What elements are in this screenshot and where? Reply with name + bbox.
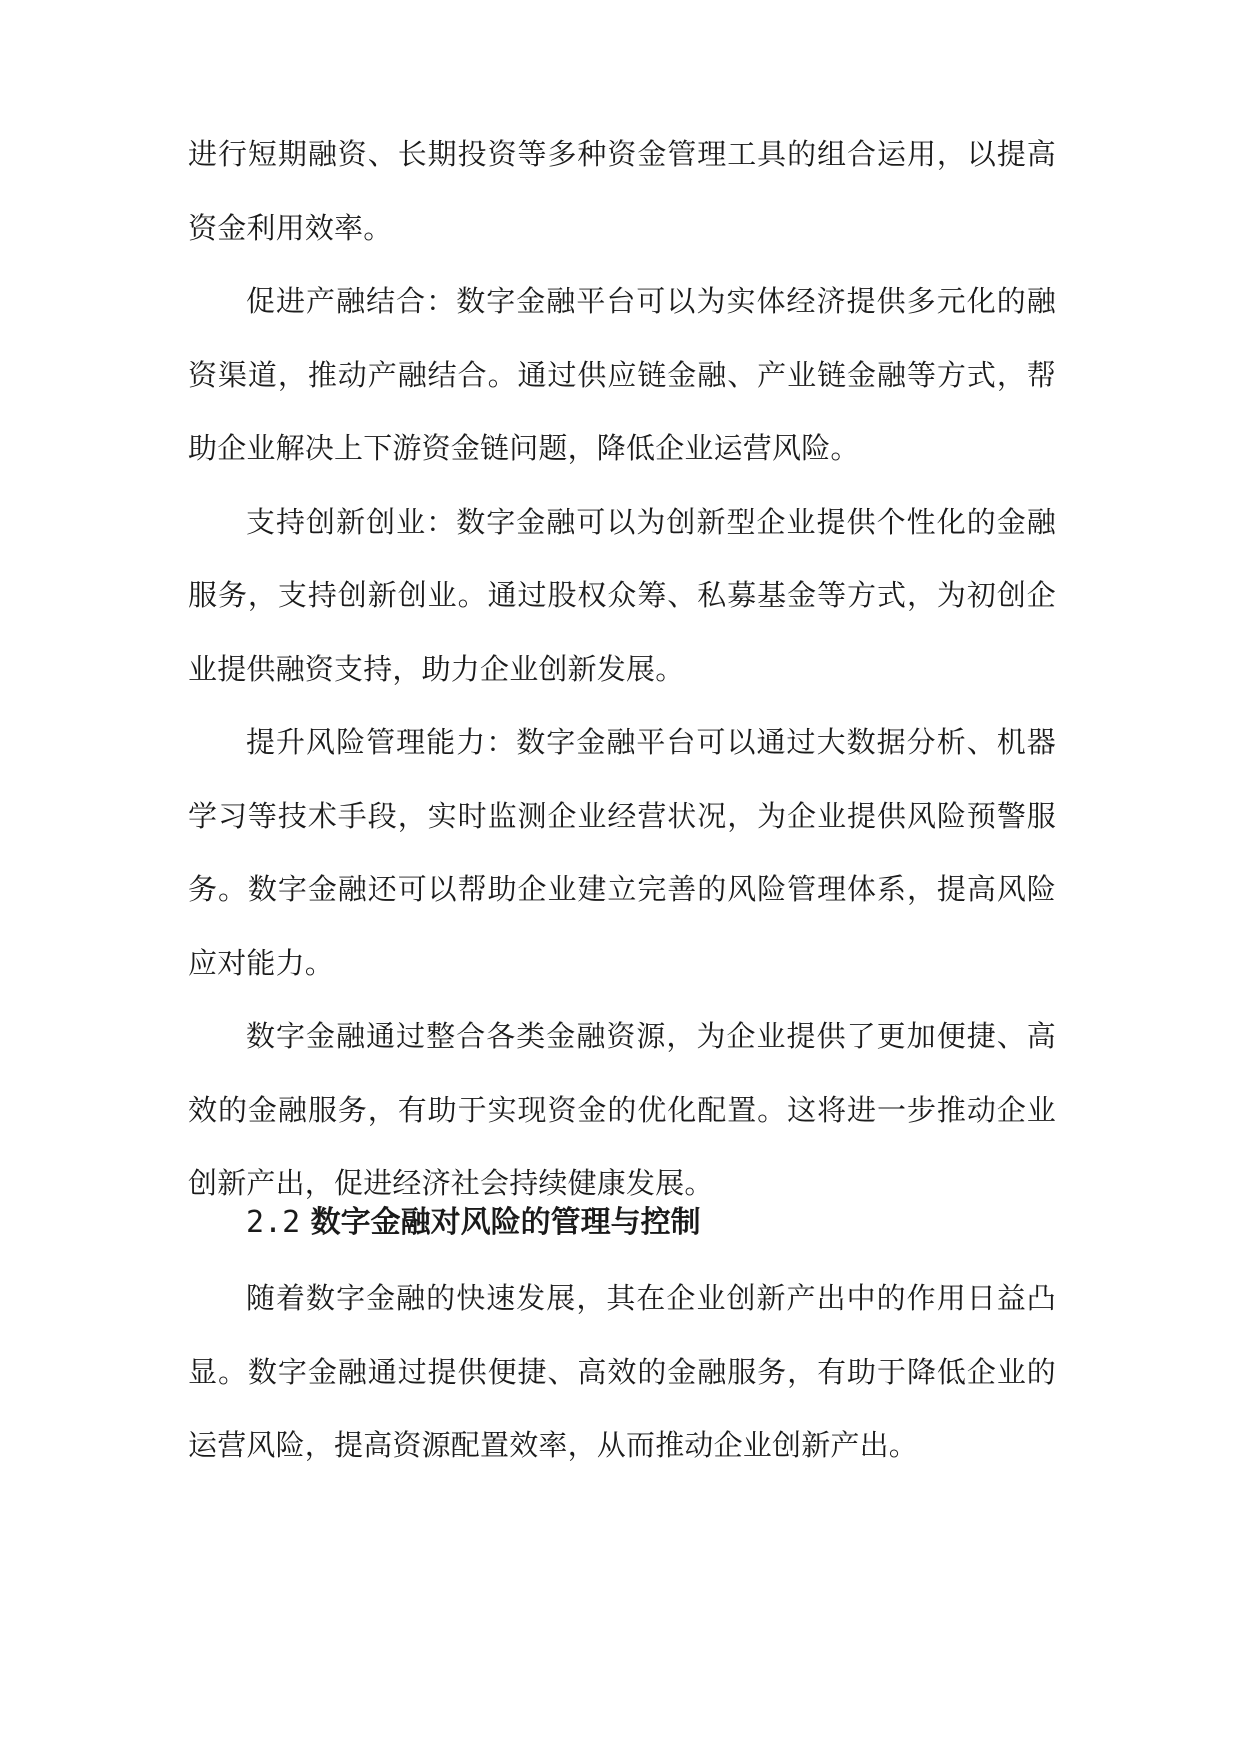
section-title: 数字金融对风险的管理与控制 [310, 1205, 701, 1240]
section-number: 2.2 [246, 1205, 301, 1240]
paragraph-industry-finance: 促进产融结合：数字金融平台可以为实体经济提供多元化的融资渠道，推动产融结合。通过供应链金融、产业链金融等方式，帮助企业解决上下游资金链问题，降低企业运营风险。 [188, 284, 1056, 465]
paragraph-risk-management: 提升风险管理能力：数字金融平台可以通过大数据分析、机器学习等技术手段，实时监测企业经营状况，为企业提供风险预警服务。数字金融还可以帮助企业建立完善的风险管理体系，提高风险应对能力。 [188, 725, 1056, 980]
body-text-bottom [188, 1262, 1056, 1483]
body-text-top [188, 118, 1056, 1221]
section-heading [188, 1186, 1056, 1260]
paragraph-innovation-support: 支持创新创业：数字金融可以为创新型企业提供个性化的金融服务，支持创新创业。通过股权众筹、私募基金等方式，为初创企业提供融资支持，助力企业创新发展。 [188, 504, 1056, 686]
paragraph-section-intro: 随着数字金融的快速发展，其在企业创新产出中的作用日益凸显。数字金融通过提供便捷、高效的金融服务，有助于降低企业的运营风险，提高资源配置效率，从而推动企业创新产出。 [188, 1281, 1056, 1462]
paragraph-continuation: 进行短期融资、长期投资等多种资金管理工具的组合运用，以提高资金利用效率。 [188, 137, 1056, 245]
paragraph-summary: 数字金融通过整合各类金融资源，为企业提供了更加便捷、高效的金融服务，有助于实现资金的优化配置。这将进一步推动企业创新产出，促进经济社会持续健康发展。 [188, 1019, 1056, 1200]
